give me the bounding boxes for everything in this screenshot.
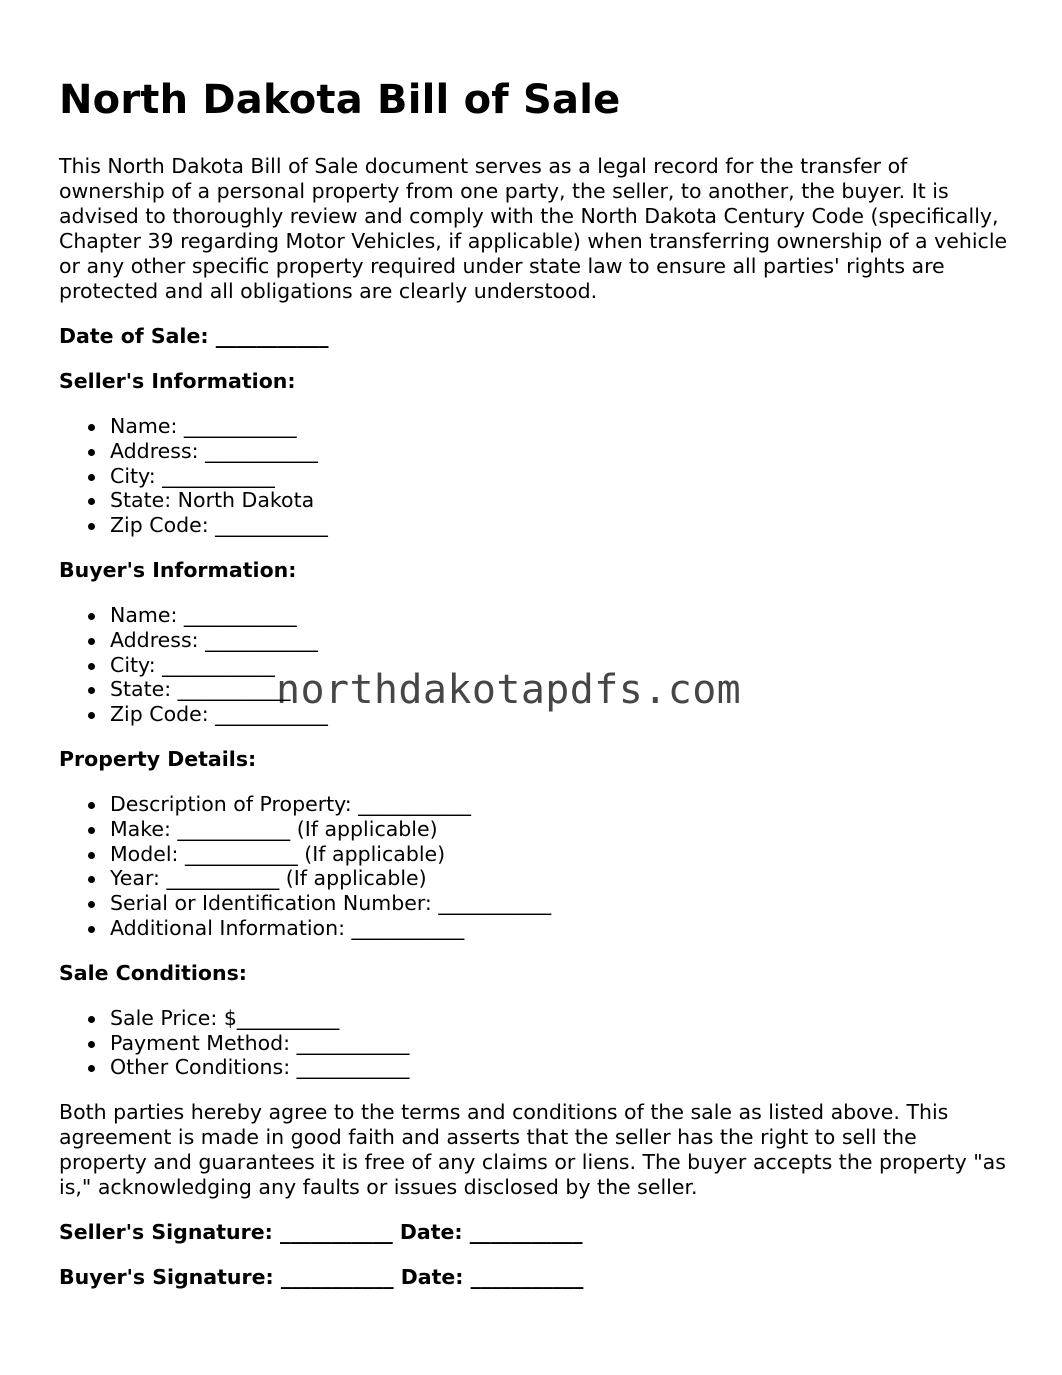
buyer-signature-line: Buyer's Signature: ___________ Date: ___________ bbox=[59, 1265, 584, 1290]
other-conditions-field: Other Conditions: ___________ bbox=[110, 1055, 1009, 1080]
seller-city-field: City: ___________ bbox=[110, 464, 1009, 489]
buyer-city-field: City: ___________ bbox=[110, 653, 1009, 678]
document-title: North Dakota Bill of Sale bbox=[59, 77, 621, 123]
property-year-field: Year: ___________ (If applicable) bbox=[110, 866, 1009, 891]
seller-signature-line: Seller's Signature: ___________ Date: ___________ bbox=[59, 1220, 583, 1245]
conditions-heading: Sale Conditions: bbox=[59, 960, 247, 985]
sale-price-field: Sale Price: $__________ bbox=[110, 1006, 1009, 1031]
buyer-list bbox=[59, 603, 1009, 727]
watermark: northdakotapdfs.com bbox=[276, 667, 742, 713]
buyer-zip-field: Zip Code: ___________ bbox=[110, 702, 1009, 727]
property-make-field: Make: ___________ (If applicable) bbox=[110, 817, 1009, 842]
seller-zip-field: Zip Code: ___________ bbox=[110, 513, 1009, 538]
seller-name-field: Name: ___________ bbox=[110, 414, 1009, 439]
seller-list bbox=[59, 414, 1009, 538]
property-additional-field: Additional Information: ___________ bbox=[110, 916, 1009, 941]
buyer-name-field: Name: ___________ bbox=[110, 603, 1009, 628]
buyer-address-field: Address: ___________ bbox=[110, 628, 1009, 653]
document-page bbox=[59, 74, 1009, 1290]
property-list bbox=[59, 792, 1009, 941]
property-serial-field: Serial or Identification Number: ___________ bbox=[110, 891, 1009, 916]
seller-address-field: Address: ___________ bbox=[110, 439, 1009, 464]
conditions-list bbox=[59, 1006, 1009, 1080]
payment-method-field: Payment Method: ___________ bbox=[110, 1031, 1009, 1056]
buyer-heading: Buyer's Information: bbox=[59, 557, 297, 582]
property-model-field: Model: ___________ (If applicable) bbox=[110, 842, 1009, 867]
property-description-field: Description of Property: ___________ bbox=[110, 792, 1009, 817]
intro-paragraph: This North Dakota Bill of Sale document serves as a legal record for the transfer of ownership of a personal property from one party, the seller, to another, the buyer. It is advised to thoroughly review and comply with the North Dakota Century Code (specifically, Chapter 39 regarding Motor Vehicles, if applicable) when transferring ownership of a vehicle or any other specific property required under state law to ensure all parties' rights are protected and all obligations are clearly understood. bbox=[59, 154, 1008, 303]
buyer-state-field: State: ___________ bbox=[110, 677, 1009, 702]
closing-paragraph: Both parties hereby agree to the terms and conditions of the sale as listed above. This agreement is made in good faith and asserts that the seller has the right to sell the property and guarantees it is free of any claims or liens. The buyer accepts the property "as is," acknowledging any faults or issues disclosed by the seller. bbox=[59, 1100, 1006, 1200]
date-of-sale: Date of Sale: ___________ bbox=[59, 324, 329, 348]
seller-heading: Seller's Information: bbox=[59, 369, 296, 393]
property-heading: Property Details: bbox=[59, 746, 257, 771]
seller-state-field: State: North Dakota bbox=[110, 488, 1009, 513]
